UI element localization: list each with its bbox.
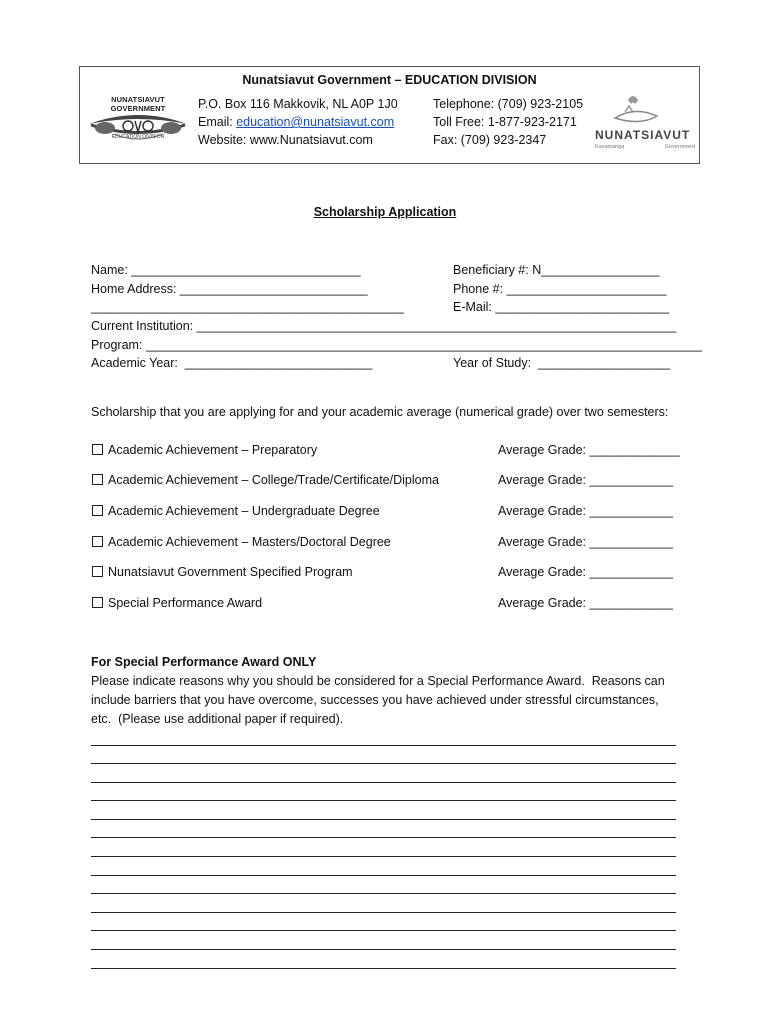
scholarship-prompt: Scholarship that you are applying for and your academic average (numerical grade) over two semesters: bbox=[91, 405, 669, 419]
answer-line[interactable] bbox=[91, 949, 676, 950]
checkbox[interactable] bbox=[92, 505, 103, 516]
letterhead-title: Nunatsiavut Government – EDUCATION DIVISION bbox=[242, 73, 537, 87]
special-award-heading: For Special Performance Award ONLY bbox=[91, 655, 317, 669]
answer-line[interactable] bbox=[91, 968, 676, 969]
special-award-instructions-3: etc. (Please use additional paper if required). bbox=[91, 712, 344, 726]
answer-line[interactable] bbox=[91, 893, 676, 894]
scholarship-option[interactable]: Academic Achievement – College/Trade/Certificate/Diploma bbox=[92, 473, 439, 487]
answer-line[interactable] bbox=[91, 782, 676, 783]
special-award-instructions-1: Please indicate reasons why you should be considered for a Special Performance Award. Reasons can bbox=[91, 674, 665, 688]
answer-line[interactable] bbox=[91, 800, 676, 801]
page-title: Scholarship Application bbox=[313, 205, 457, 219]
average-grade-field[interactable]: Average Grade: ____________ bbox=[498, 596, 673, 610]
academic-year-field[interactable]: Academic Year: ___________________________ bbox=[91, 356, 373, 370]
scholarship-option[interactable]: Academic Achievement – Undergraduate Degree bbox=[92, 504, 380, 518]
mailing-address: P.O. Box 116 Makkovik, NL A0P 1J0 bbox=[198, 97, 398, 111]
email-link[interactable]: education@nunatsiavut.com bbox=[236, 115, 395, 129]
scholarship-option[interactable]: Special Performance Award bbox=[92, 596, 262, 610]
scholarship-option[interactable]: Nunatsiavut Government Specified Program bbox=[92, 565, 353, 579]
average-grade-field[interactable]: Average Grade: ____________ bbox=[498, 504, 673, 518]
answer-line[interactable] bbox=[91, 912, 676, 913]
phone-field[interactable]: Phone #: _______________________ bbox=[453, 282, 667, 296]
average-grade-field[interactable]: Average Grade: ____________ bbox=[498, 473, 673, 487]
letterhead bbox=[79, 66, 700, 164]
address-line2-field[interactable]: _____________________________________________ bbox=[91, 300, 404, 314]
checkbox[interactable] bbox=[92, 597, 103, 608]
average-grade-field[interactable]: Average Grade: ____________ bbox=[498, 535, 673, 549]
home-address-field[interactable]: Home Address: ___________________________ bbox=[91, 282, 368, 296]
answer-line[interactable] bbox=[91, 745, 676, 746]
answer-line[interactable] bbox=[91, 856, 676, 857]
answer-line[interactable] bbox=[91, 763, 676, 764]
telephone-line: Telephone: (709) 923-2105 bbox=[433, 97, 584, 111]
checkbox[interactable] bbox=[92, 566, 103, 577]
contact-column-left bbox=[198, 95, 398, 149]
qulliq-lamp-icon bbox=[595, 92, 695, 132]
program-field[interactable]: Program: ________________________________________________________________________________ bbox=[91, 338, 703, 352]
email-line: Email: education@nunatsiavut.com bbox=[198, 115, 395, 129]
website-line: Website: www.Nunatsiavut.com bbox=[198, 133, 373, 147]
beneficiary-field[interactable]: Beneficiary #: N_________________ bbox=[453, 263, 660, 277]
fax-line: Fax: (709) 923-2347 bbox=[433, 133, 547, 147]
special-award-instructions-2: include barriers that you have overcome, successes you have achieved under stressful circumstances, bbox=[91, 693, 659, 707]
answer-line[interactable] bbox=[91, 819, 676, 820]
year-of-study-field[interactable]: Year of Study: ___________________ bbox=[453, 356, 671, 370]
toll-free-line: Toll Free: 1-877-923-2171 bbox=[433, 115, 577, 129]
answer-line[interactable] bbox=[91, 875, 676, 876]
education-division-logo: NUNATSIAVUT GOVERNMENT EDUCATION DIVISION bbox=[83, 95, 193, 153]
checkbox[interactable] bbox=[92, 444, 103, 455]
answer-line[interactable] bbox=[91, 837, 676, 838]
nunatsiavut-logo: NUNATSIAVUT Kavamanga Government bbox=[595, 92, 695, 156]
answer-line[interactable] bbox=[91, 930, 676, 931]
email-field[interactable]: E-Mail: _________________________ bbox=[453, 300, 670, 314]
scholarship-option[interactable]: Academic Achievement – Preparatory bbox=[92, 443, 317, 457]
contact-column-right bbox=[433, 95, 583, 149]
current-institution-field[interactable]: Current Institution: _____________________________________________________________________ bbox=[91, 319, 677, 333]
average-grade-field[interactable]: Average Grade: _____________ bbox=[498, 443, 680, 457]
checkbox[interactable] bbox=[92, 474, 103, 485]
checkbox[interactable] bbox=[92, 536, 103, 547]
average-grade-field[interactable]: Average Grade: ____________ bbox=[498, 565, 673, 579]
scholarship-option[interactable]: Academic Achievement – Masters/Doctoral Degree bbox=[92, 535, 391, 549]
name-field[interactable]: Name: _________________________________ bbox=[91, 263, 361, 277]
